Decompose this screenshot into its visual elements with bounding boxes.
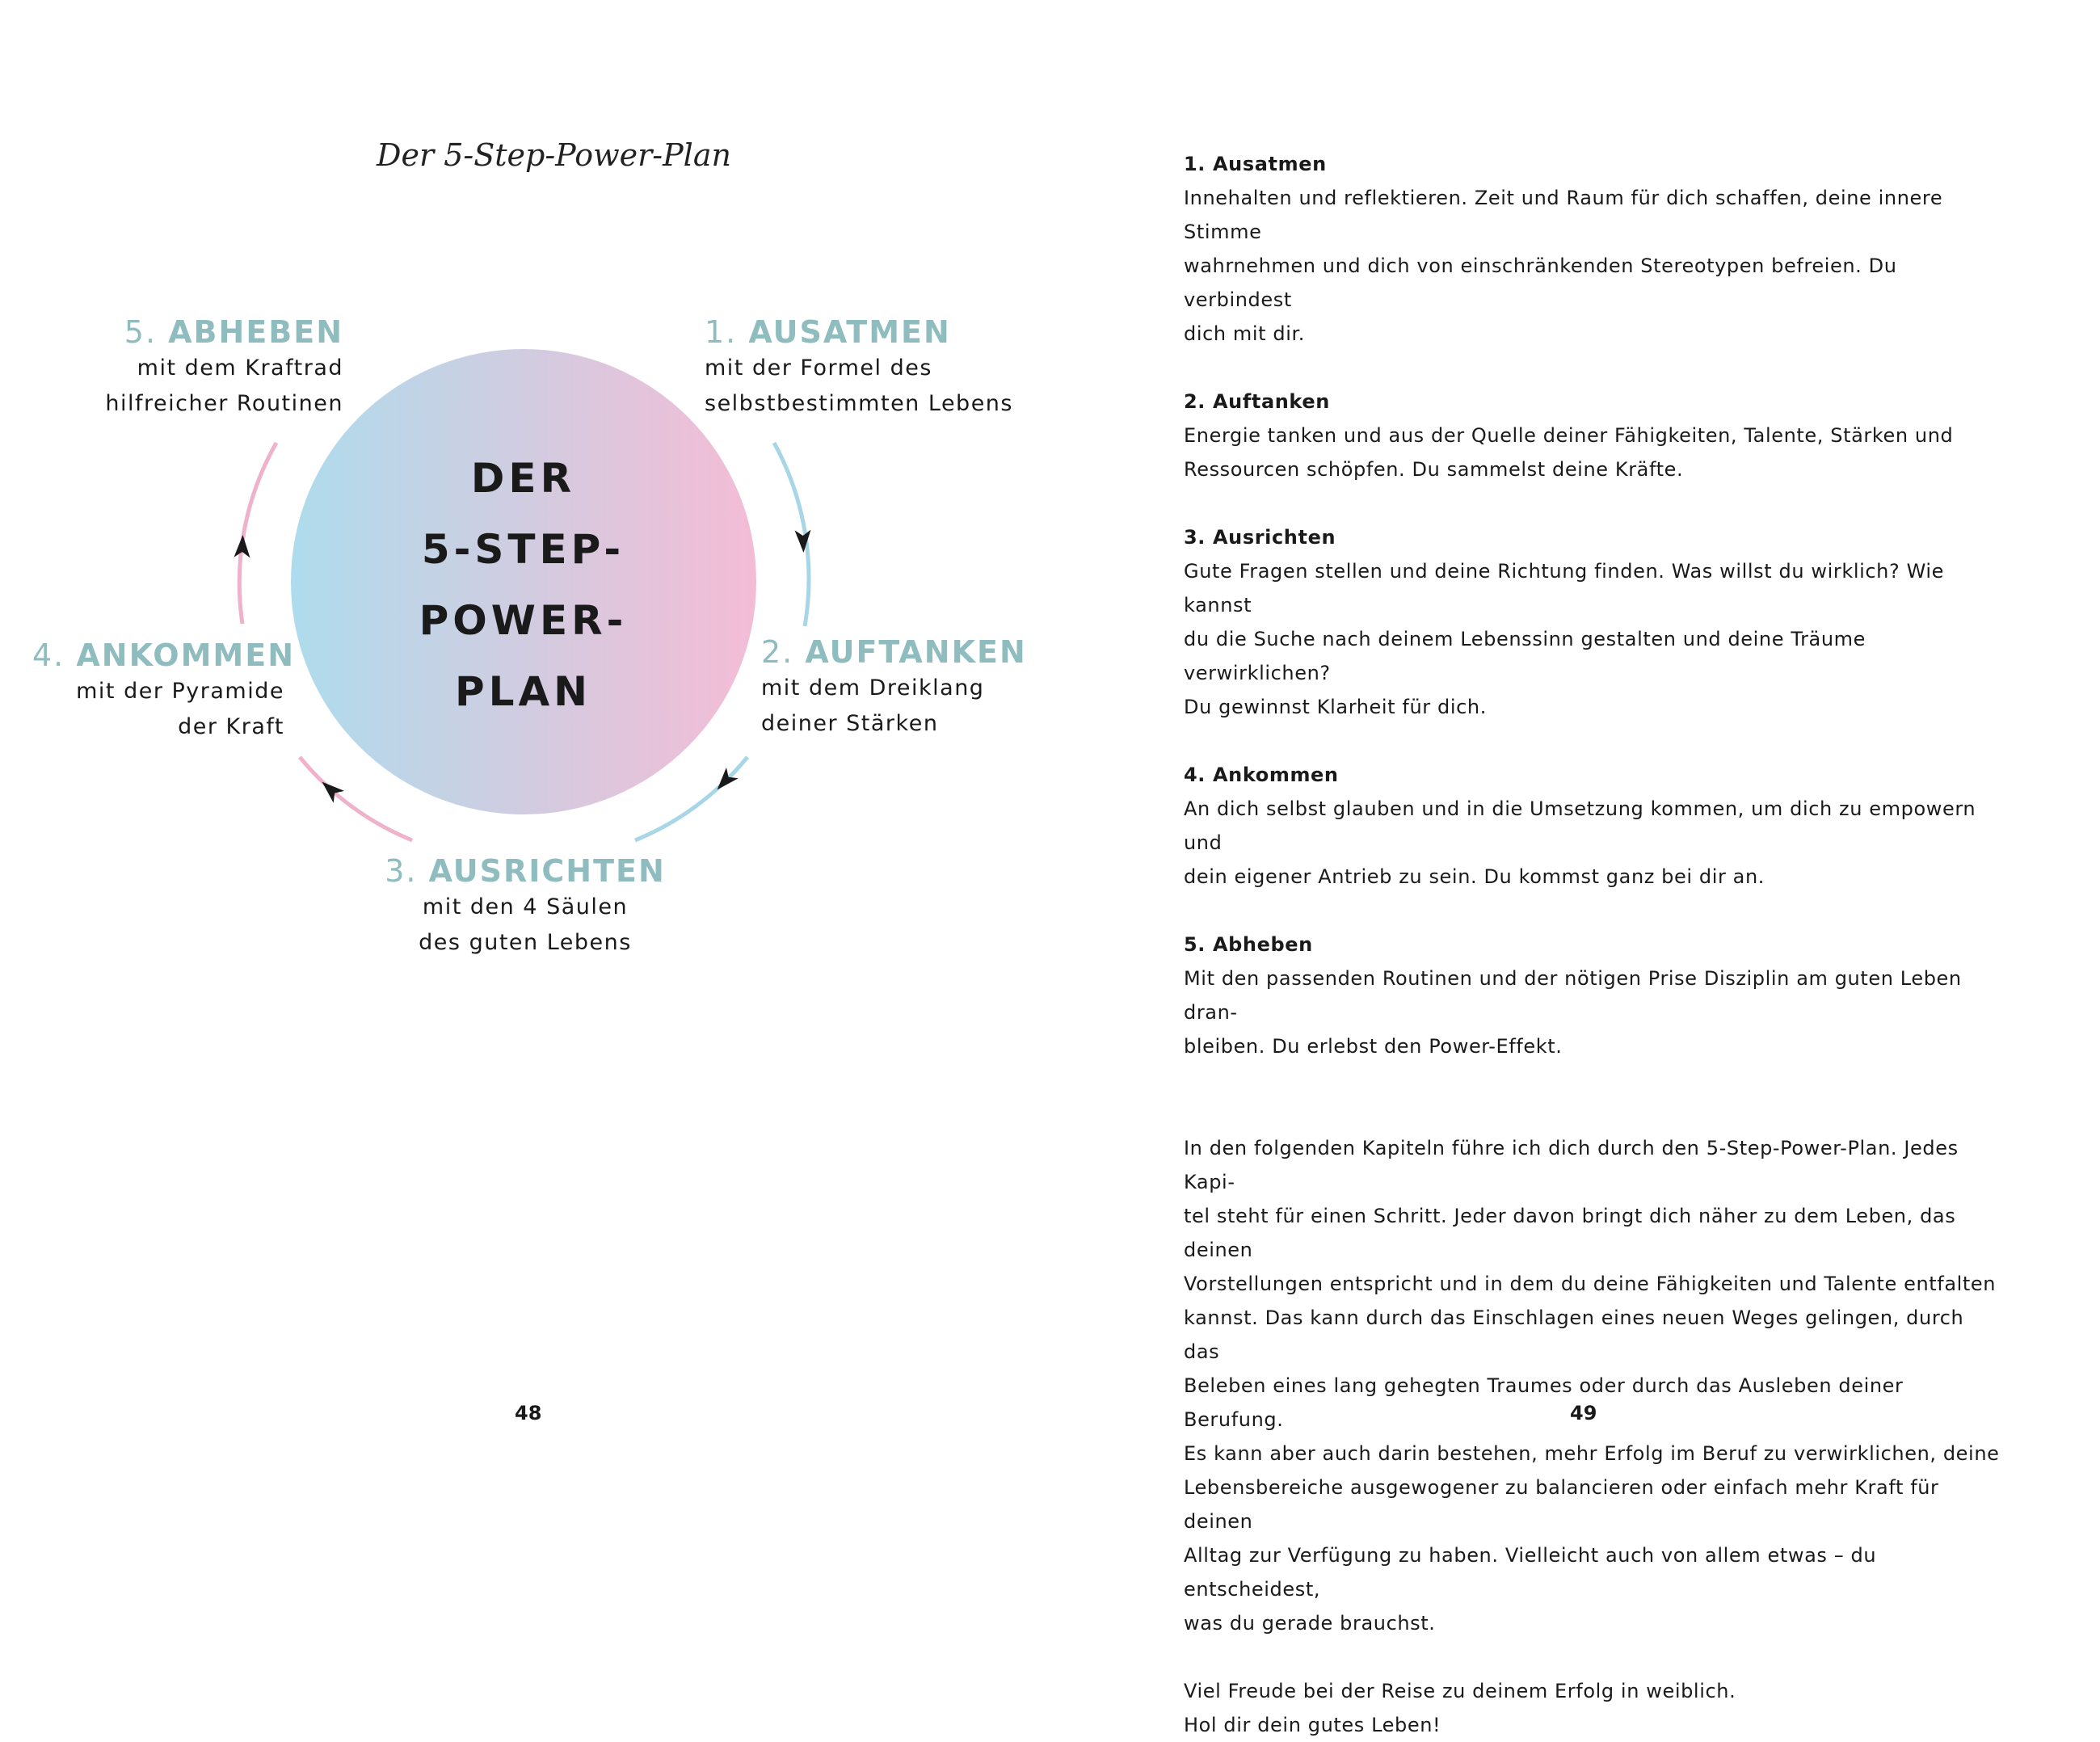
step-heading: 2. Auftanken bbox=[1184, 390, 1330, 413]
closing-line: Hol dir dein gutes Leben! bbox=[1184, 1714, 1441, 1736]
step-heading: 3. Ausrichten bbox=[1184, 526, 1336, 549]
step-title bbox=[705, 313, 1013, 351]
step-description-3 bbox=[1184, 520, 2000, 724]
intro-paragraph bbox=[1184, 1131, 2000, 1640]
closing-paragraph bbox=[1184, 1674, 2000, 1742]
step-body-line: dich mit dir. bbox=[1184, 322, 1306, 345]
cycle-diagram bbox=[0, 0, 1050, 1496]
step-subtitle: mit dem Kraftrad bbox=[137, 356, 343, 381]
step-body-line: wahrnehmen und dich von einschränkenden Stereotypen befreien. Du verbindest bbox=[1184, 255, 1897, 311]
step-description-1 bbox=[1184, 147, 2000, 351]
step-subtitle: des guten Lebens bbox=[419, 930, 632, 955]
intro-line: was du gerade brauchst. bbox=[1184, 1612, 1436, 1635]
step-number: 2. bbox=[761, 634, 794, 670]
step-name: AUSRICHTEN bbox=[428, 853, 666, 889]
step-body-line: Energie tanken und aus der Quelle deiner Fähigkeiten, Talente, Stärken und bbox=[1184, 424, 1954, 447]
intro-line: Beleben eines lang gehegten Traumes oder durch das Ausleben deiner Berufung. bbox=[1184, 1374, 1904, 1431]
center-title-line: PLAN bbox=[454, 668, 592, 715]
center-title-line: DER bbox=[470, 455, 576, 502]
page-number-right: 49 bbox=[1570, 1402, 1597, 1424]
step-description-5 bbox=[1184, 928, 2000, 1063]
step-name: AUFTANKEN bbox=[805, 634, 1027, 670]
step-subtitle: mit der Pyramide bbox=[76, 679, 284, 704]
step-number: 4. bbox=[32, 637, 65, 673]
step-title bbox=[81, 313, 343, 351]
intro-line: Lebensbereiche ausgewogener zu balancieren oder einfach mehr Kraft für deinen bbox=[1184, 1476, 1939, 1533]
step-body-line: Ressourcen schöpfen. Du sammelst deine Kräfte. bbox=[1184, 458, 1684, 481]
step-label-ankommen bbox=[32, 637, 296, 745]
step-subtitle: hilfreicher Routinen bbox=[105, 391, 343, 416]
page-number-left: 48 bbox=[515, 1402, 542, 1424]
step-body-line: Du gewinnst Klarheit für dich. bbox=[1184, 696, 1487, 718]
step-heading: 5. Abheben bbox=[1184, 933, 1313, 956]
step-label-ausrichten bbox=[364, 852, 687, 961]
step-name: ANKOMMEN bbox=[76, 637, 296, 673]
intro-line: Vorstellungen entspricht und in dem du deine Fähigkeiten und Talente entfalten bbox=[1184, 1273, 1997, 1295]
center-title-line: 5-STEP- bbox=[421, 526, 625, 573]
step-number: 5. bbox=[124, 314, 158, 350]
step-body-line: Gute Fragen stellen und deine Richtung finden. Was willst du wirklich? Wie kannst bbox=[1184, 560, 1945, 616]
step-body-line: du die Suche nach deinem Lebenssinn gestalten und deine Träume verwirklichen? bbox=[1184, 628, 1866, 684]
step-subtitle: der Kraft bbox=[178, 714, 284, 739]
step-number: 1. bbox=[705, 314, 738, 350]
step-description-4 bbox=[1184, 758, 2000, 894]
step-subtitle: deiner Stärken bbox=[761, 711, 939, 736]
step-label-abheben bbox=[81, 313, 343, 422]
step-title bbox=[364, 852, 687, 890]
step-title bbox=[32, 637, 296, 674]
left-page bbox=[0, 0, 1050, 1496]
step-label-ausatmen bbox=[705, 313, 1013, 422]
closing-line: Viel Freude bei der Reise zu deinem Erfolg in weiblich. bbox=[1184, 1680, 1736, 1702]
step-name: ABHEBEN bbox=[168, 314, 343, 350]
step-name: AUSATMEN bbox=[748, 314, 951, 350]
intro-line: In den folgenden Kapiteln führe ich dich durch den 5-Step-Power-Plan. Jedes Kapi- bbox=[1184, 1137, 1959, 1193]
intro-line: Alltag zur Verfügung zu haben. Vielleicht auch von allem etwas – du entscheidest, bbox=[1184, 1544, 1877, 1601]
step-body-line: Innehalten und reflektieren. Zeit und Raum für dich schaffen, deine innere Stimme bbox=[1184, 187, 1943, 243]
arc-step-4-to-5 bbox=[239, 443, 276, 624]
center-title-line: POWER- bbox=[419, 597, 628, 644]
step-description-2 bbox=[1184, 385, 2000, 486]
right-page-text bbox=[1184, 147, 2000, 1742]
center-title bbox=[291, 443, 755, 727]
step-subtitle: mit der Formel des bbox=[705, 356, 932, 381]
intro-line: Es kann aber auch darin bestehen, mehr Erfolg im Beruf zu verwirklichen, deine bbox=[1184, 1442, 2000, 1465]
intro-line: tel steht für einen Schritt. Jeder davon bringt dich näher zu dem Leben, das deinen bbox=[1184, 1205, 1956, 1261]
step-body-line: An dich selbst glauben und in die Umsetzung kommen, um dich zu empowern und bbox=[1184, 797, 1976, 854]
step-heading: 1. Ausatmen bbox=[1184, 153, 1327, 175]
intro-line: kannst. Das kann durch das Einschlagen eines neuen Weges gelingen, durch das bbox=[1184, 1306, 1964, 1363]
diagram-title: Der 5-Step-Power-Plan bbox=[377, 137, 731, 173]
step-heading: 4. Ankommen bbox=[1184, 764, 1339, 786]
step-body-line: Mit den passenden Routinen und der nötigen Prise Disziplin am guten Leben dran- bbox=[1184, 967, 1962, 1024]
step-subtitle: mit dem Dreiklang bbox=[761, 675, 985, 701]
step-label-auftanken bbox=[761, 633, 1027, 742]
step-number: 3. bbox=[385, 853, 418, 889]
step-body-line: bleiben. Du erlebst den Power-Effekt. bbox=[1184, 1035, 1563, 1058]
step-title bbox=[761, 633, 1027, 671]
arc-step-1-to-2 bbox=[774, 443, 809, 626]
step-subtitle: selbstbestimmten Lebens bbox=[705, 391, 1013, 416]
step-subtitle: mit den 4 Säulen bbox=[422, 894, 629, 919]
step-body-line: dein eigener Antrieb zu sein. Du kommst ganz bei dir an. bbox=[1184, 865, 1765, 888]
